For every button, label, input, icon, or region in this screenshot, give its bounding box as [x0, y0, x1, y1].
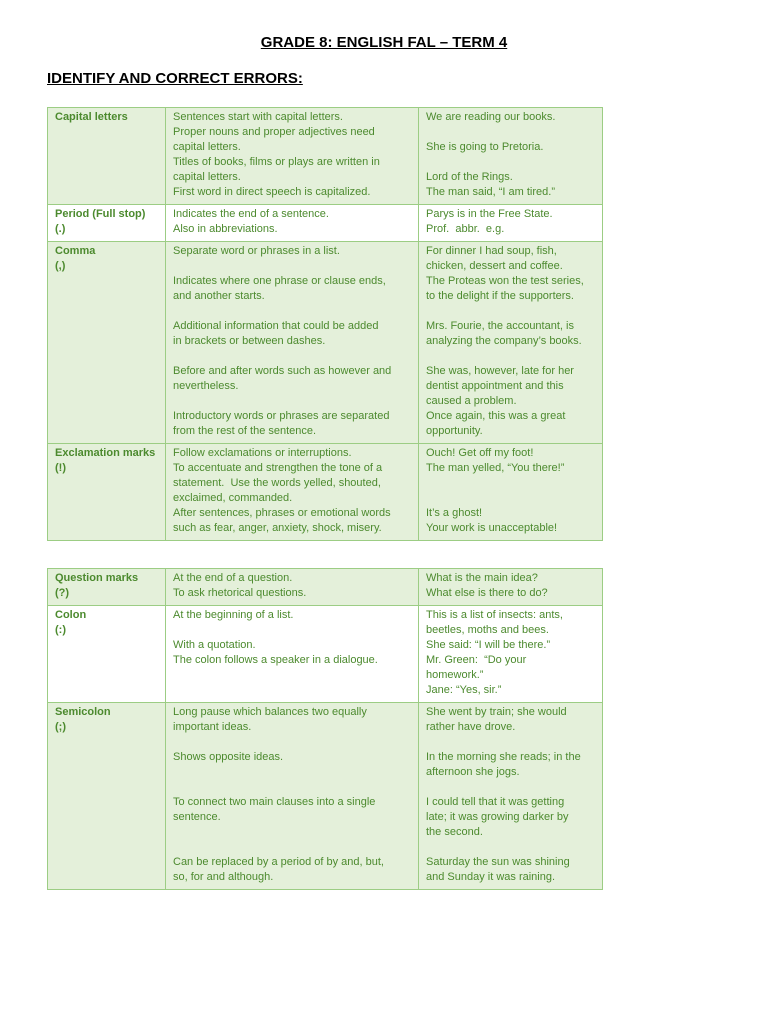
text-line: opportunity. — [426, 425, 483, 437]
text-line: She was, however, late for her — [426, 365, 574, 377]
text-line: Indicates the end of a sentence. — [173, 208, 329, 220]
table-row — [48, 205, 603, 242]
text-line: (?) — [55, 587, 70, 599]
text-line: to the delight if the supporters. — [426, 290, 574, 302]
example-cell — [419, 569, 603, 606]
rule-cell — [166, 569, 419, 606]
line-gap — [426, 780, 596, 795]
text-line: and Sunday it was raining. — [426, 871, 556, 883]
text-line: Your work is unacceptable! — [426, 522, 558, 534]
text-line: This is a list of insects: ants, — [426, 609, 563, 621]
line-gap — [426, 491, 596, 506]
text-line: analyzing the company’s books. — [426, 335, 582, 347]
term-cell — [48, 606, 166, 703]
text-line: The colon follows a speaker in a dialogue. — [173, 654, 378, 666]
line-gap — [173, 735, 412, 750]
text-line: At the end of a question. — [173, 572, 293, 584]
table-row — [48, 242, 603, 444]
text-line: Can be replaced by a period of by and, but, — [173, 856, 384, 868]
text-line: The man yelled, “You there!” — [426, 462, 565, 474]
text-line: capital letters. — [173, 171, 241, 183]
text-line: At the beginning of a list. — [173, 609, 294, 621]
text-line: I could tell that it was getting — [426, 796, 565, 808]
text-line: Exclamation marks — [55, 447, 156, 459]
text-line: (!) — [55, 462, 66, 474]
line-gap — [426, 304, 596, 319]
text-line: sentence. — [173, 811, 221, 823]
line-gap — [173, 765, 412, 780]
text-line: (,) — [55, 260, 66, 272]
text-line: Separate word or phrases in a list. — [173, 245, 340, 257]
text-line: Long pause which balances two equally — [173, 706, 367, 718]
text-line: Titles of books, films or plays are written in — [173, 156, 380, 168]
text-line: Mrs. Fourie, the accountant, is — [426, 320, 574, 332]
line-gap — [426, 735, 596, 750]
text-line: Follow exclamations or interruptions. — [173, 447, 352, 459]
example-cell — [419, 108, 603, 205]
text-line: statement. Use the words yelled, shouted, — [173, 477, 381, 489]
line-gap — [173, 623, 412, 638]
line-gap — [173, 840, 412, 855]
text-line: Parys is in the Free State. — [426, 208, 553, 220]
text-line: and another starts. — [173, 290, 265, 302]
text-line: capital letters. — [173, 141, 241, 153]
text-line: Colon — [55, 609, 87, 621]
rule-cell — [166, 242, 419, 444]
text-line: Once again, this was a great — [426, 410, 566, 422]
text-line: The Proteas won the test series, — [426, 275, 584, 287]
text-line: Before and after words such as however and — [173, 365, 392, 377]
text-line: In the morning she reads; in the — [426, 751, 581, 763]
example-cell — [419, 205, 603, 242]
text-line: It’s a ghost! — [426, 507, 483, 519]
text-line: Comma — [55, 245, 96, 257]
text-line: For dinner I had soup, fish, — [426, 245, 557, 257]
table-body — [48, 108, 603, 541]
line-gap — [426, 476, 596, 491]
text-line: Ouch! Get off my foot! — [426, 447, 534, 459]
text-line: caused a problem. — [426, 395, 517, 407]
line-gap — [173, 825, 412, 840]
text-line: First word in direct speech is capitalized. — [173, 186, 371, 198]
text-line: Lord of the Rings. — [426, 171, 513, 183]
text-line: She is going to Pretoria. — [426, 141, 544, 153]
text-line: (:) — [55, 624, 66, 636]
example-cell — [419, 703, 603, 890]
text-line: Indicates where one phrase or clause ends, — [173, 275, 386, 287]
text-line: To connect two main clauses into a single — [173, 796, 376, 808]
text-line: Mr. Green: “Do your — [426, 654, 527, 666]
text-line: What else is there to do? — [426, 587, 548, 599]
text-line: Proper nouns and proper adjectives need — [173, 126, 375, 138]
punctuation-table-1 — [47, 107, 603, 541]
text-line: Semicolon — [55, 706, 111, 718]
section-heading: IDENTIFY AND CORRECT ERRORS: — [47, 70, 303, 87]
text-line: Prof. abbr. e.g. — [426, 223, 505, 235]
text-line: from the rest of the sentence. — [173, 425, 317, 437]
text-line: We are reading our books. — [426, 111, 556, 123]
text-line: What is the main idea? — [426, 572, 538, 584]
rule-cell — [166, 205, 419, 242]
rule-cell — [166, 606, 419, 703]
text-line: To ask rhetorical questions. — [173, 587, 307, 599]
text-line: She said: “I will be there.” — [426, 639, 551, 651]
text-line: With a quotation. — [173, 639, 256, 651]
text-line: homework.” — [426, 669, 484, 681]
rule-cell — [166, 444, 419, 541]
example-cell — [419, 606, 603, 703]
rule-cell — [166, 703, 419, 890]
term-cell — [48, 444, 166, 541]
text-line: important ideas. — [173, 721, 252, 733]
term-cell — [48, 569, 166, 606]
text-line: (.) — [55, 223, 66, 235]
text-line: the second. — [426, 826, 483, 838]
term-cell — [48, 205, 166, 242]
text-line: beetles, moths and bees. — [426, 624, 549, 636]
table-row — [48, 569, 603, 606]
text-line: Sentences start with capital letters. — [173, 111, 343, 123]
rule-cell — [166, 108, 419, 205]
line-gap — [426, 125, 596, 140]
text-line: She went by train; she would — [426, 706, 567, 718]
line-gap — [173, 304, 412, 319]
table-body — [48, 569, 603, 890]
text-line: Capital letters — [55, 111, 128, 123]
text-line: so, for and although. — [173, 871, 274, 883]
text-line: Jane: “Yes, sir.” — [426, 684, 502, 696]
table-row — [48, 444, 603, 541]
text-line: nevertheless. — [173, 380, 239, 392]
text-line: Introductory words or phrases are separated — [173, 410, 390, 422]
term-cell — [48, 108, 166, 205]
table-row — [48, 703, 603, 890]
text-line: Saturday the sun was shining — [426, 856, 570, 868]
text-line: chicken, dessert and coffee. — [426, 260, 563, 272]
table-row — [48, 108, 603, 205]
text-line: Question marks — [55, 572, 139, 584]
line-gap — [426, 840, 596, 855]
table-row — [48, 606, 603, 703]
example-cell — [419, 444, 603, 541]
text-line: Shows opposite ideas. — [173, 751, 284, 763]
text-line: The man said, “I am tired.” — [426, 186, 555, 198]
text-line: (;) — [55, 721, 66, 733]
text-line: late; it was growing darker by — [426, 811, 569, 823]
line-gap — [173, 394, 412, 409]
text-line: To accentuate and strengthen the tone of a — [173, 462, 383, 474]
text-line: Additional information that could be added — [173, 320, 379, 332]
text-line: rather have drove. — [426, 721, 516, 733]
line-gap — [426, 155, 596, 170]
text-line: in brackets or between dashes. — [173, 335, 326, 347]
punctuation-table-2 — [47, 568, 603, 890]
text-line: Period (Full stop) — [55, 208, 146, 220]
text-line: Also in abbreviations. — [173, 223, 278, 235]
text-line: dentist appointment and this — [426, 380, 564, 392]
text-line: exclaimed, commanded. — [173, 492, 293, 504]
line-gap — [426, 349, 596, 364]
text-line: afternoon she jogs. — [426, 766, 520, 778]
page-title: GRADE 8: ENGLISH FAL – TERM 4 — [260, 34, 508, 51]
line-gap — [173, 780, 412, 795]
example-cell — [419, 242, 603, 444]
text-line: After sentences, phrases or emotional words — [173, 507, 391, 519]
text-line: such as fear, anger, anxiety, shock, misery. — [173, 522, 382, 534]
term-cell — [48, 703, 166, 890]
line-gap — [173, 349, 412, 364]
term-cell — [48, 242, 166, 444]
line-gap — [173, 259, 412, 274]
